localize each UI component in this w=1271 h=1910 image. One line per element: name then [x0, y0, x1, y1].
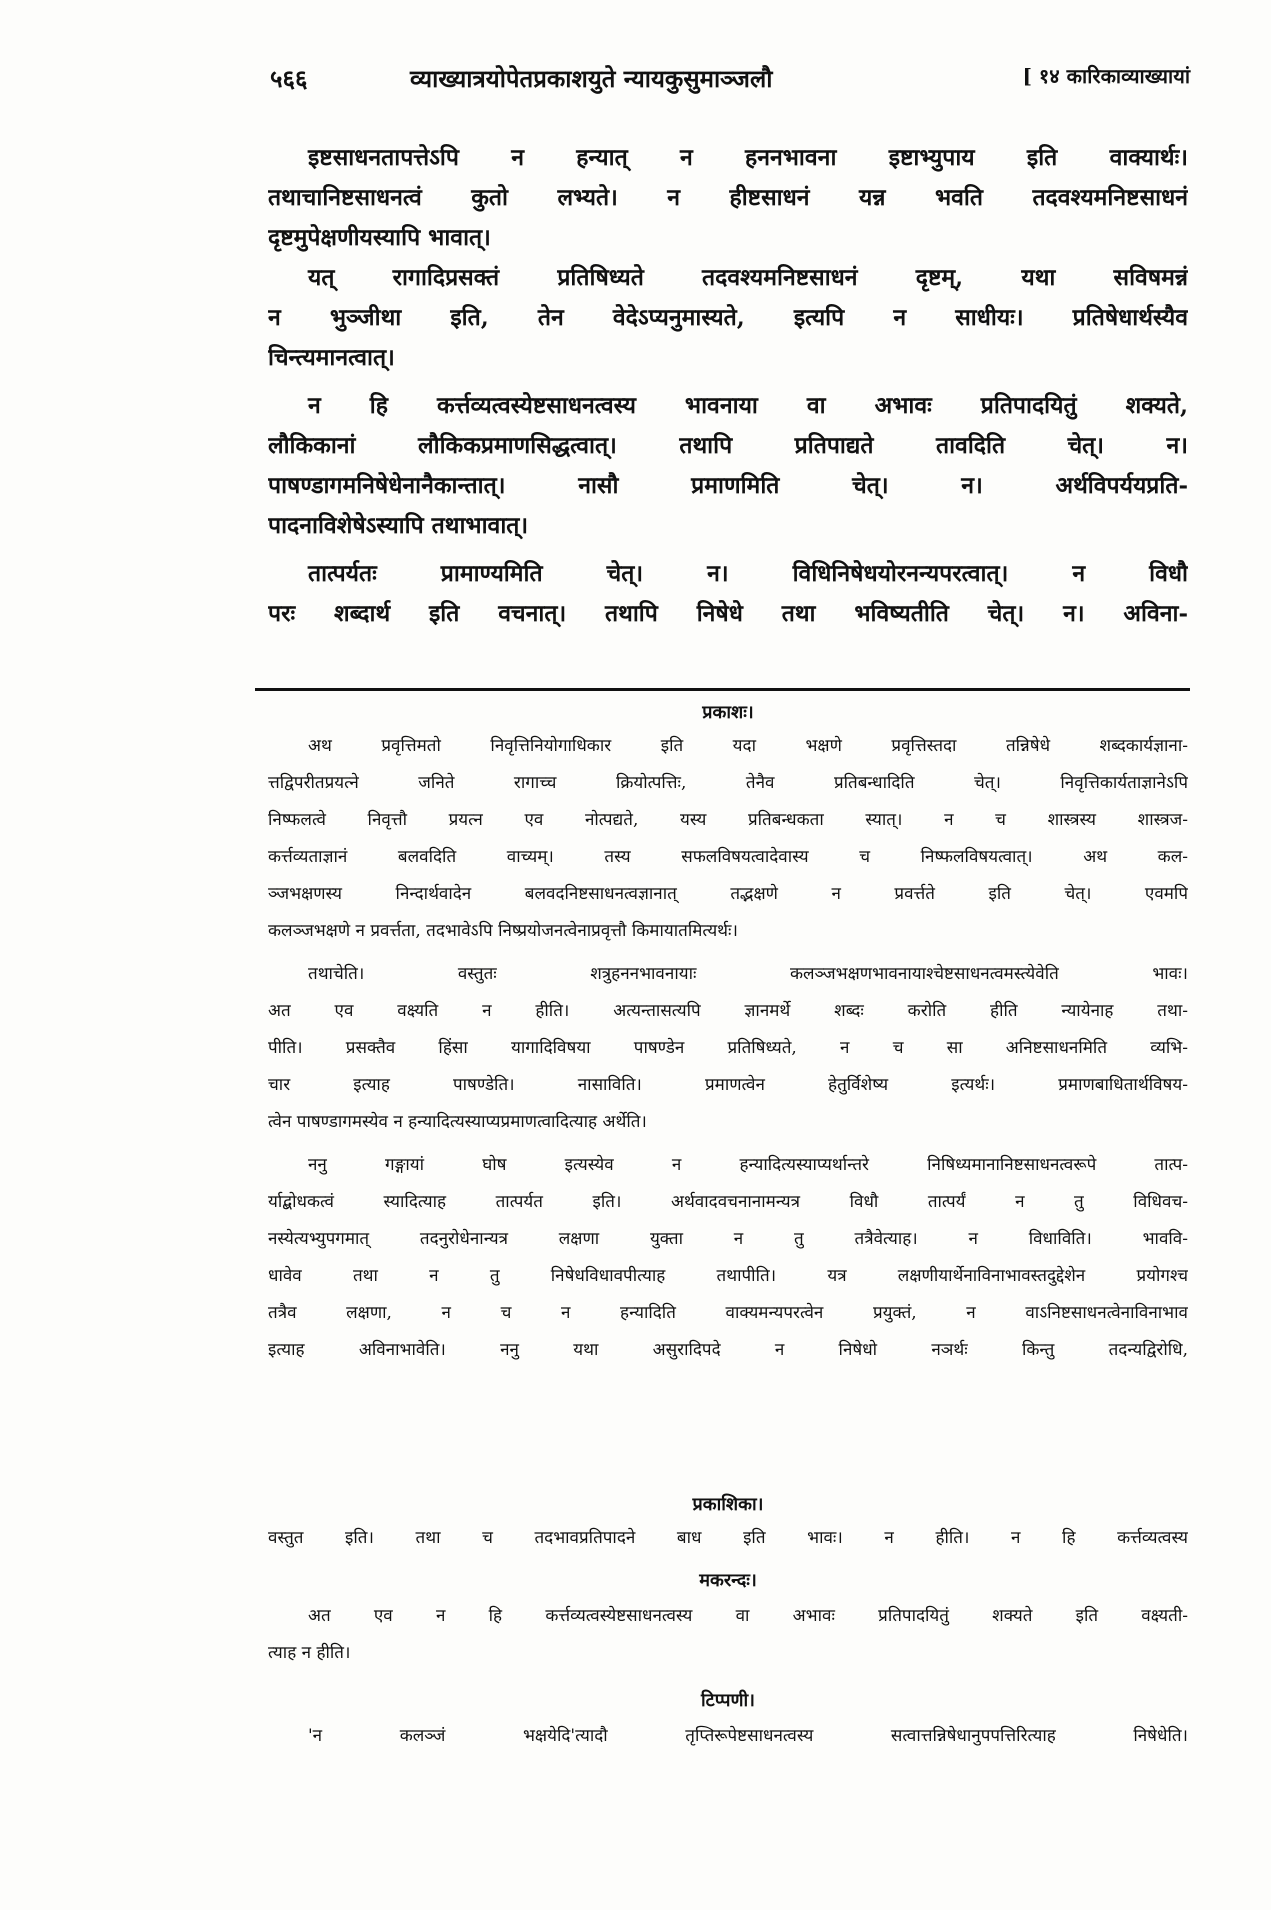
text-line: ञ्जभक्षणस्य निन्दार्थवादेन बलवदनिष्टसाधनत्वज्ञानात् तद्भक्षणे न प्रवर्त्तते इति चेत्। एवमपि [268, 884, 1188, 904]
text-line: कलञ्जभक्षणे न प्रवर्त्तता, तदभावेऽपि निष्प्रयोजनत्वेनाप्रवृत्तौ किमायातमित्यर्थः। [268, 921, 738, 941]
section-label: [ १४ कारिकाव्याख्यायां [1022, 64, 1190, 88]
text-line: इष्टसाधनतापत्तेऽपि न हन्यात् न हननभावना इष्टाभ्युपाय इति वाक्यार्थः। [308, 144, 1188, 171]
text-line: 'न कलञ्जं भक्षयेदि'त्यादौ तृप्तिरूपेष्टसाधनत्वस्य सत्वात्तन्निषेधानुपपत्तिरित्याह निषेधेति। [308, 1726, 1188, 1746]
text-line: चार इत्याह पाषण्डेति। नासाविति। प्रमाणत्वेन हेतुर्विशेष्य इत्यर्थः। प्रमाणबाधितार्थविषय- [268, 1075, 1188, 1095]
divider [255, 688, 1190, 691]
tippani-text [268, 1718, 1188, 1755]
text-line: नस्येत्यभ्युपगमात् तदनुरोधेनान्यत्र लक्षणा युक्ता न तु तत्रैवेत्याह। न विधाविति। भाववि- [268, 1229, 1188, 1249]
tippani-heading: टिप्पणी। [701, 1690, 755, 1711]
text-line: त्वेन पाषण्डागमस्येव न हन्यादित्यस्याप्यप्रमाणत्वादित्याह अर्थेति। [268, 1112, 647, 1132]
text-line: पाषण्डागमनिषेधेनानैकान्तात्। नासौ प्रमाणमिति चेत्। न। अर्थविपर्ययप्रति- [268, 472, 1188, 499]
text-line: चिन्त्यमानत्वात्। [268, 344, 395, 371]
makaranda-heading: मकरन्दः। [699, 1570, 757, 1591]
text-line: तथाचानिष्टसाधनत्वं कुतो लभ्यते। न हीष्टसाधनं यन्न भवति तदवश्यमनिष्टसाधनं [268, 184, 1188, 211]
text-line: कर्त्तव्यताज्ञानं बलवदिति वाच्यम्। तस्य सफलविषयत्वादेवास्य च निष्फलविषयत्वात्। अथ कल- [268, 847, 1188, 867]
prakasha-text [268, 728, 1188, 1369]
running-header [270, 62, 1190, 102]
text-line: तथाचेति। वस्तुतः शत्रुहननभावनायाः कलञ्जभक्षणभावनायाश्चेष्टसाधनत्वमस्त्येवेति भावः। [308, 964, 1188, 984]
text-line: अत एव वक्ष्यति न हीति। अत्यन्तासत्यपि ज्ञानमर्थे शब्दः करोति हीति न्यायेनाह तथा- [268, 1001, 1188, 1021]
text-line: तत्रैव लक्षणा, न च न हन्यादिति वाक्यमन्यपरत्वेन प्रयुक्तं, न वाऽनिष्टसाधनत्वेनाविनाभाव [268, 1303, 1188, 1323]
text-line: न भुञ्जीथा इति, तेन वेदेऽप्यनुमास्यते, इत्यपि न साधीयः। प्रतिषेधार्थस्यैव [268, 304, 1188, 331]
text-line: लौकिकानां लौकिकप्रमाणसिद्धत्वात्। तथापि प्रतिपाद्यते तावदिति चेत्। न। [268, 432, 1188, 459]
book-title: व्याख्यात्रयोपेतप्रकाशयुते न्यायकुसुमाञ्जलौ [410, 64, 773, 93]
text-line: ननु गङ्गायां घोष इत्यस्येव न हन्यादित्यस्याप्यर्थान्तरे निषिध्यमानानिष्टसाधनत्वरूपे तात्प- [308, 1155, 1188, 1175]
text-line: पीति। प्रसक्तैव हिंसा यागादिविषया पाषण्डेन प्रतिषिध्यते, न च सा अनिष्टसाधनमिति व्यभि- [268, 1038, 1188, 1058]
text-line: र्याद्बोधकत्वं स्यादित्याह तात्पर्यत इति। अर्थवादवचनानामन्यत्र विधौ तात्पर्यं न तु विधिवच- [268, 1192, 1188, 1212]
text-line: यत् रागादिप्रसक्तं प्रतिषिध्यते तदवश्यमनिष्टसाधनं दृष्टम्, यथा सविषमन्नं [308, 264, 1188, 291]
text-line: अथ प्रवृत्तिमतो निवृत्तिनियोगाधिकार इति यदा भक्षणे प्रवृत्तिस्तदा तन्निषेधे शब्दकार्यज्ञाना- [308, 736, 1188, 756]
text-line: त्याह न हीति। [268, 1643, 351, 1663]
text-line: निष्फलत्वे निवृत्तौ प्रयत्न एव नोत्पद्यते, यस्य प्रतिबन्धकता स्यात्। न च शास्त्रस्य शास्त्रज- [268, 810, 1188, 830]
makaranda-text [268, 1598, 1188, 1672]
prakashika-text [268, 1520, 1188, 1557]
page-number: ५६६ [270, 64, 308, 93]
text-line: तात्पर्यतः प्रामाण्यमिति चेत्। न। विधिनिषेधयोरनन्यपरत्वात्। न विधौ [308, 560, 1188, 587]
text-line: त्तद्विपरीतप्रयत्ने जनिते रागाच्च क्रियोत्पत्तिः, तेनैव प्रतिबन्धादिति चेत्। निवृत्तिकार्यताज्ञानेऽपि [268, 773, 1188, 793]
text-line: इत्याह अविनाभावेति। ननु यथा असुरादिपदे न निषेधो नञर्थः किन्तु तदन्यद्विरोधि, [268, 1340, 1188, 1360]
text-line: परः शब्दार्थ इति वचनात्। तथापि निषेधे तथा भविष्यतीति चेत्। न। अविना- [268, 600, 1188, 627]
prakasha-heading: प्रकाशः। [702, 702, 754, 723]
text-line: वस्तुत इति। तथा च तदभावप्रतिपादने बाध इति भावः। न हीति। न हि कर्त्तव्यत्वस्य [268, 1528, 1188, 1548]
text-line: अत एव न हि कर्त्तव्यत्वस्येष्टसाधनत्वस्य वा अभावः प्रतिपादयितुं शक्यते इति वक्ष्यती- [308, 1606, 1188, 1626]
text-line: न हि कर्त्तव्यत्वस्येष्टसाधनत्वस्य भावनाया वा अभावः प्रतिपादयितुं शक्यते, [308, 392, 1188, 419]
text-line: दृष्टमुपेक्षणीयस्यापि भावात्। [268, 224, 491, 251]
prakashika-heading: प्रकाशिका। [692, 1494, 764, 1515]
text-line: धावेव तथा न तु निषेधविधावपीत्याह तथापीति। यत्र लक्षणीयार्थेनाविनाभावस्तदुद्देशेन प्रयोगश्च [268, 1266, 1188, 1286]
main-text [268, 138, 1188, 634]
text-line: पादनाविशेषेऽस्यापि तथाभावात्। [268, 512, 529, 539]
